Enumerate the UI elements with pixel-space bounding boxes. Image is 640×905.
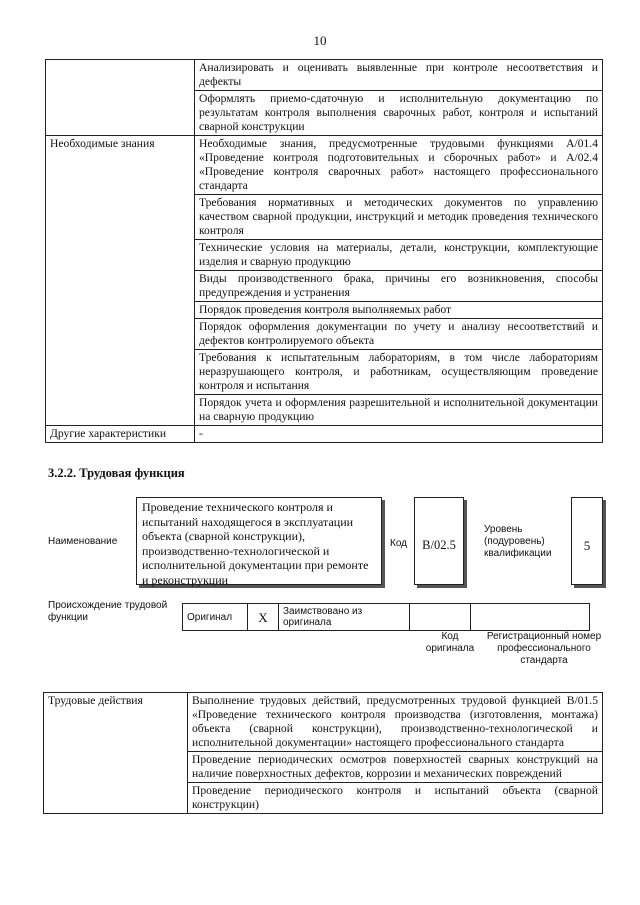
table-cell: Анализировать и оценивать выявленные при контроле несоответствия и дефекты (195, 60, 603, 91)
page-number: 10 (313, 33, 327, 48)
actions-table (43, 692, 603, 814)
origin-table (182, 603, 590, 631)
table-cell: Проведение периодических осмотров поверхностей сварных конструкций на наличие поверхностных дефектов, коррозии и механических повреждений (188, 752, 603, 783)
origin-original-cell: Оригинал (183, 604, 248, 631)
table-row (46, 60, 603, 91)
table-cell: Технические условия на материалы, детали, конструкции, комплектующие изделия и сварную продукцию (195, 240, 603, 271)
origin-code-cell (410, 604, 471, 631)
knowledge-table (45, 59, 603, 443)
table-cell: Выполнение трудовых действий, предусмотренных трудовой функцией В/01.5 «Проведение технического контроля производства (изготовления, монтажа) объекта (сварной конструкции), производственно-технологической и исполнительной документации» настоящего профессионального стандарта (188, 693, 603, 752)
table-cell: Порядок проведения контроля выполняемых работ (195, 302, 603, 319)
row-label (46, 60, 195, 136)
table-cell: Необходимые знания, предусмотренные трудовыми функциями А/01.4 «Проведение контроля подготовительных и сборочных работ» и А/02.4 «Проведение контроля сварочных работ» настоящего профессионального стандарта (195, 136, 603, 195)
table-cell: Порядок учета и оформления разрешительной и исполнительной документации на сварную продукцию (195, 395, 603, 426)
origin-reg-caption: Регистрационный номер профессионального стандарта (486, 631, 602, 666)
table-cell: Виды производственного брака, причины его возникновения, способы предупреждения и устранения (195, 271, 603, 302)
table-row (46, 426, 603, 443)
origin-mark: X (248, 604, 279, 631)
row-label-other: Другие характеристики (46, 426, 195, 443)
origin-code-caption: Код оригинала (425, 631, 475, 654)
origin-borrowed-cell: Заимствовано из оригинала (279, 604, 410, 631)
table-row (44, 693, 603, 752)
section-heading: 3.2.2. Трудовая функция (48, 466, 185, 480)
function-name-box: Проведение технического контроля и испытаний находящегося в эксплуатации объекта (сварной конструкции), производственно-технологической и исполнительной документации при ремонте и реконструкции (136, 497, 382, 585)
name-label: Наименование (48, 536, 118, 547)
level-box: 5 (571, 497, 603, 585)
level-label: Уровень (подуровень) квалификации (484, 524, 552, 559)
table-cell: Требования к испытательным лабораториям, в том числе лабораториям неразрушающего контроля, и работникам, осуществляющим проведение контроля и испытания (195, 350, 603, 395)
table-row (46, 136, 603, 195)
origin-label: Происхождение трудовой функции (48, 600, 168, 623)
code-box: B/02.5 (414, 497, 464, 585)
table-row (183, 604, 590, 631)
row-label-actions: Трудовые действия (44, 693, 188, 814)
table-cell: Проведение периодического контроля и испытаний объекта (сварной конструкции) (188, 783, 603, 814)
origin-reg-cell (471, 604, 590, 631)
code-label: Код (390, 538, 408, 549)
table-cell: Порядок оформления документации по учету и анализу несоответствий и дефектов контролируемого объекта (195, 319, 603, 350)
table-cell: - (195, 426, 603, 443)
table-cell: Требования нормативных и методических документов по управлению качеством сварной продукции, инструкций и методик проведения технического контроля (195, 195, 603, 240)
row-label-knowledge: Необходимые знания (46, 136, 195, 426)
table-cell: Оформлять приемо-сдаточную и исполнительную документацию по результатам контроля выполнения сварочных работ, контроля и испытаний сварной конструкции (195, 91, 603, 136)
